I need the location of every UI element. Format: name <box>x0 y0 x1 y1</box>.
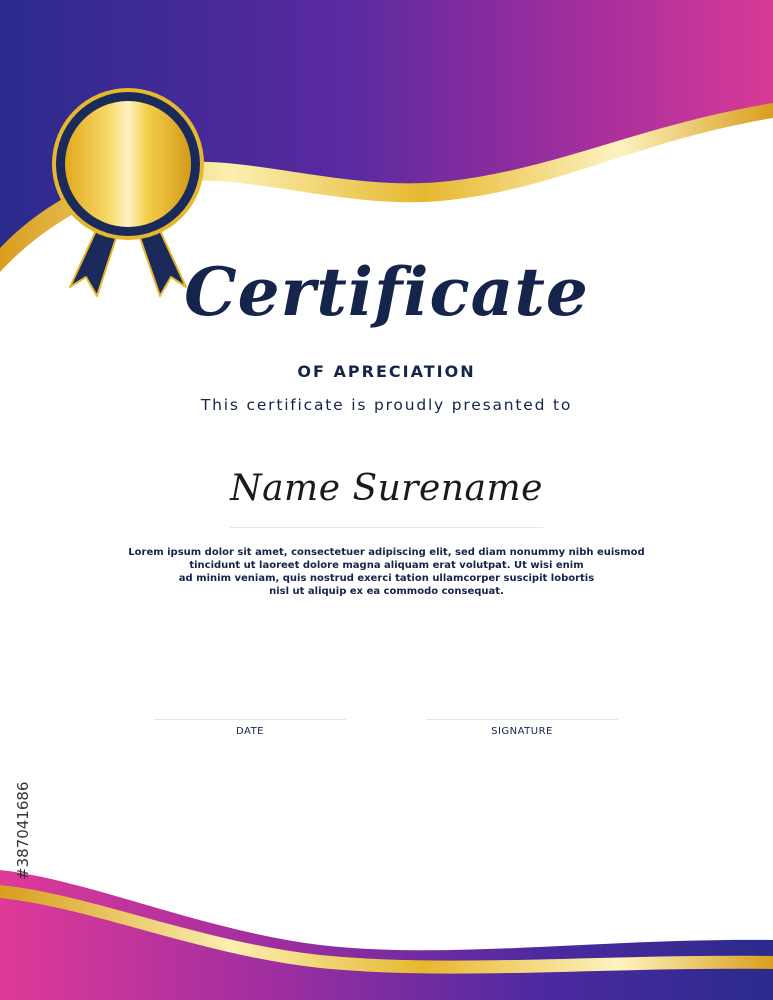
bottom-wave <box>0 870 773 1000</box>
signature-line <box>426 719 618 720</box>
body-line: nisl ut aliquip ex ea commodo consequat. <box>269 586 504 597</box>
certificate-intro: This certificate is proudly presanted to <box>200 396 573 414</box>
recipient-name: Name Surename <box>230 468 543 509</box>
signature-label: SIGNATURE <box>491 726 553 737</box>
date-line <box>154 719 346 720</box>
stock-id <box>2 760 42 880</box>
body-line: ad minim veniam, quis nostrud exerci tation ullamcorper suscipit lobortis <box>178 573 595 584</box>
name-divider <box>230 527 543 528</box>
body-line: tincidunt ut laoreet dolore magna aliquam erat volutpat. Ut wisi enim <box>189 560 584 571</box>
certificate-subtitle: OF APRECIATION <box>297 362 476 381</box>
body-line: Lorem ipsum dolor sit amet, consectetuer adipiscing elit, sed diam nonummy nibh euismod <box>128 547 645 558</box>
stock-id-text: #387041686 <box>14 781 32 880</box>
certificate-body <box>125 546 648 598</box>
date-label: DATE <box>235 726 264 737</box>
certificate-title: Certificate <box>184 253 589 331</box>
